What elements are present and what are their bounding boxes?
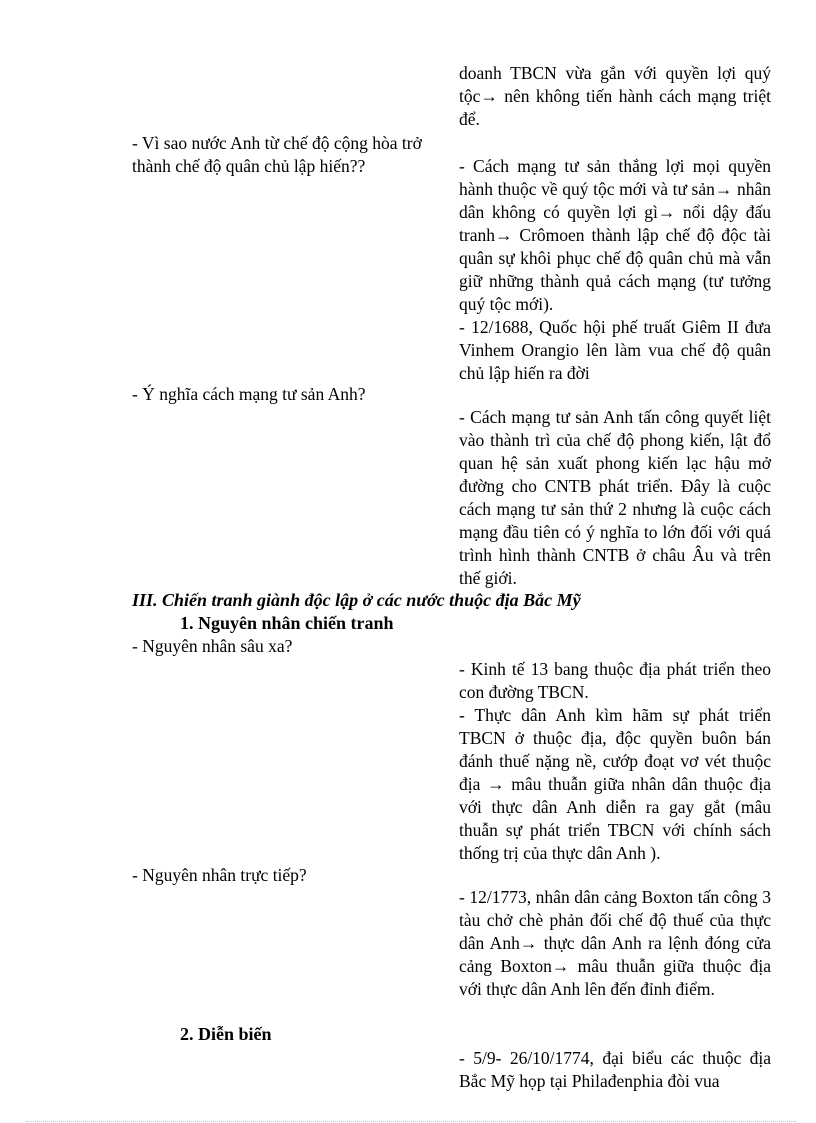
question-text: - Nguyên nhân trực tiếp? bbox=[132, 865, 307, 885]
answer-block bbox=[459, 62, 771, 131]
subsection-heading: 1. Nguyên nhân chiến tranh bbox=[180, 613, 394, 633]
answer-paragraph: - Cách mạng tư sản Anh tấn công quyết liệt vào thành trì của chế độ phong kiến, lật đổ quan hệ sản xuất phong kiến lạc hậu mở đường cho CNTB phát triển. Đây là cuộc cách mạng tư sản thứ 2 nhưng là cuộc cách mạng đầu tiên có ý nghĩa to lớn đối với quá trình hình thành CNTB ở châu Âu và trên thế giới. bbox=[459, 407, 771, 588]
question-text: - Nguyên nhân sâu xa? bbox=[132, 636, 293, 656]
subsection-heading: 2. Diễn biến bbox=[180, 1024, 272, 1044]
answer-paragraph: - Kinh tế 13 bang thuộc địa phát triển theo con đường TBCN. bbox=[459, 659, 771, 702]
answer-paragraph: - Thực dân Anh kìm hãm sự phát triển TBCN ở thuộc địa, độc quyền buôn bán đánh thuế nặng nề, cướp đoạt vơ vét thuộc địa → mâu thuẫn giữa nhân dân thuộc địa với thực dân Anh diễn ra gay gắt (mâu thuẫn sự phát triển TBCN với chính sách thống trị của thực dân Anh ). bbox=[459, 705, 771, 863]
answer-block bbox=[459, 406, 771, 590]
answer-block bbox=[459, 886, 771, 1001]
page-bottom-rule bbox=[26, 1121, 796, 1122]
answer-block bbox=[459, 658, 771, 865]
answer-block bbox=[459, 1047, 771, 1093]
question-text: - Vì sao nước Anh từ chế độ cộng hòa trở thành chế độ quân chủ lập hiến?? bbox=[132, 133, 422, 176]
section-heading: III. Chiến tranh giành độc lập ở các nước thuộc địa Bắc Mỹ bbox=[132, 590, 581, 610]
answer-block bbox=[459, 155, 771, 385]
answer-paragraph: - 12/1688, Quốc hội phế truất Giêm II đưa Vinhem Orangio lên làm vua chế độ quân chủ lập hiến ra đời bbox=[459, 317, 771, 383]
answer-paragraph: doanh TBCN vừa gắn với quyền lợi quý tộc→ nên không tiến hành cách mạng triệt để. bbox=[459, 63, 771, 129]
answer-paragraph: - Cách mạng tư sản thắng lợi mọi quyền hành thuộc về quý tộc mới và tư sản→ nhân dân không có quyền lợi gì→ nổi dậy đấu tranh→ Crômoen thành lập chế độ độc tài quân sự khôi phục chế độ quân chủ mà vẫn giữ những thành quả cách mạng (tư tưởng quý tộc mới). bbox=[459, 156, 771, 314]
question-text: - Ý nghĩa cách mạng tư sản Anh? bbox=[132, 384, 366, 404]
answer-paragraph: - 5/9- 26/10/1774, đại biểu các thuộc địa Bắc Mỹ họp tại Philađenphia đòi vua bbox=[459, 1048, 771, 1091]
answer-paragraph: - 12/1773, nhân dân cảng Boxton tấn công 3 tàu chở chè phản đối chế độ thuế của thực dân Anh→ thực dân Anh ra lệnh đóng cửa cảng Boxton→ mâu thuẫn giữa thuộc địa với thực dân Anh lên đến đỉnh điểm. bbox=[459, 887, 771, 999]
